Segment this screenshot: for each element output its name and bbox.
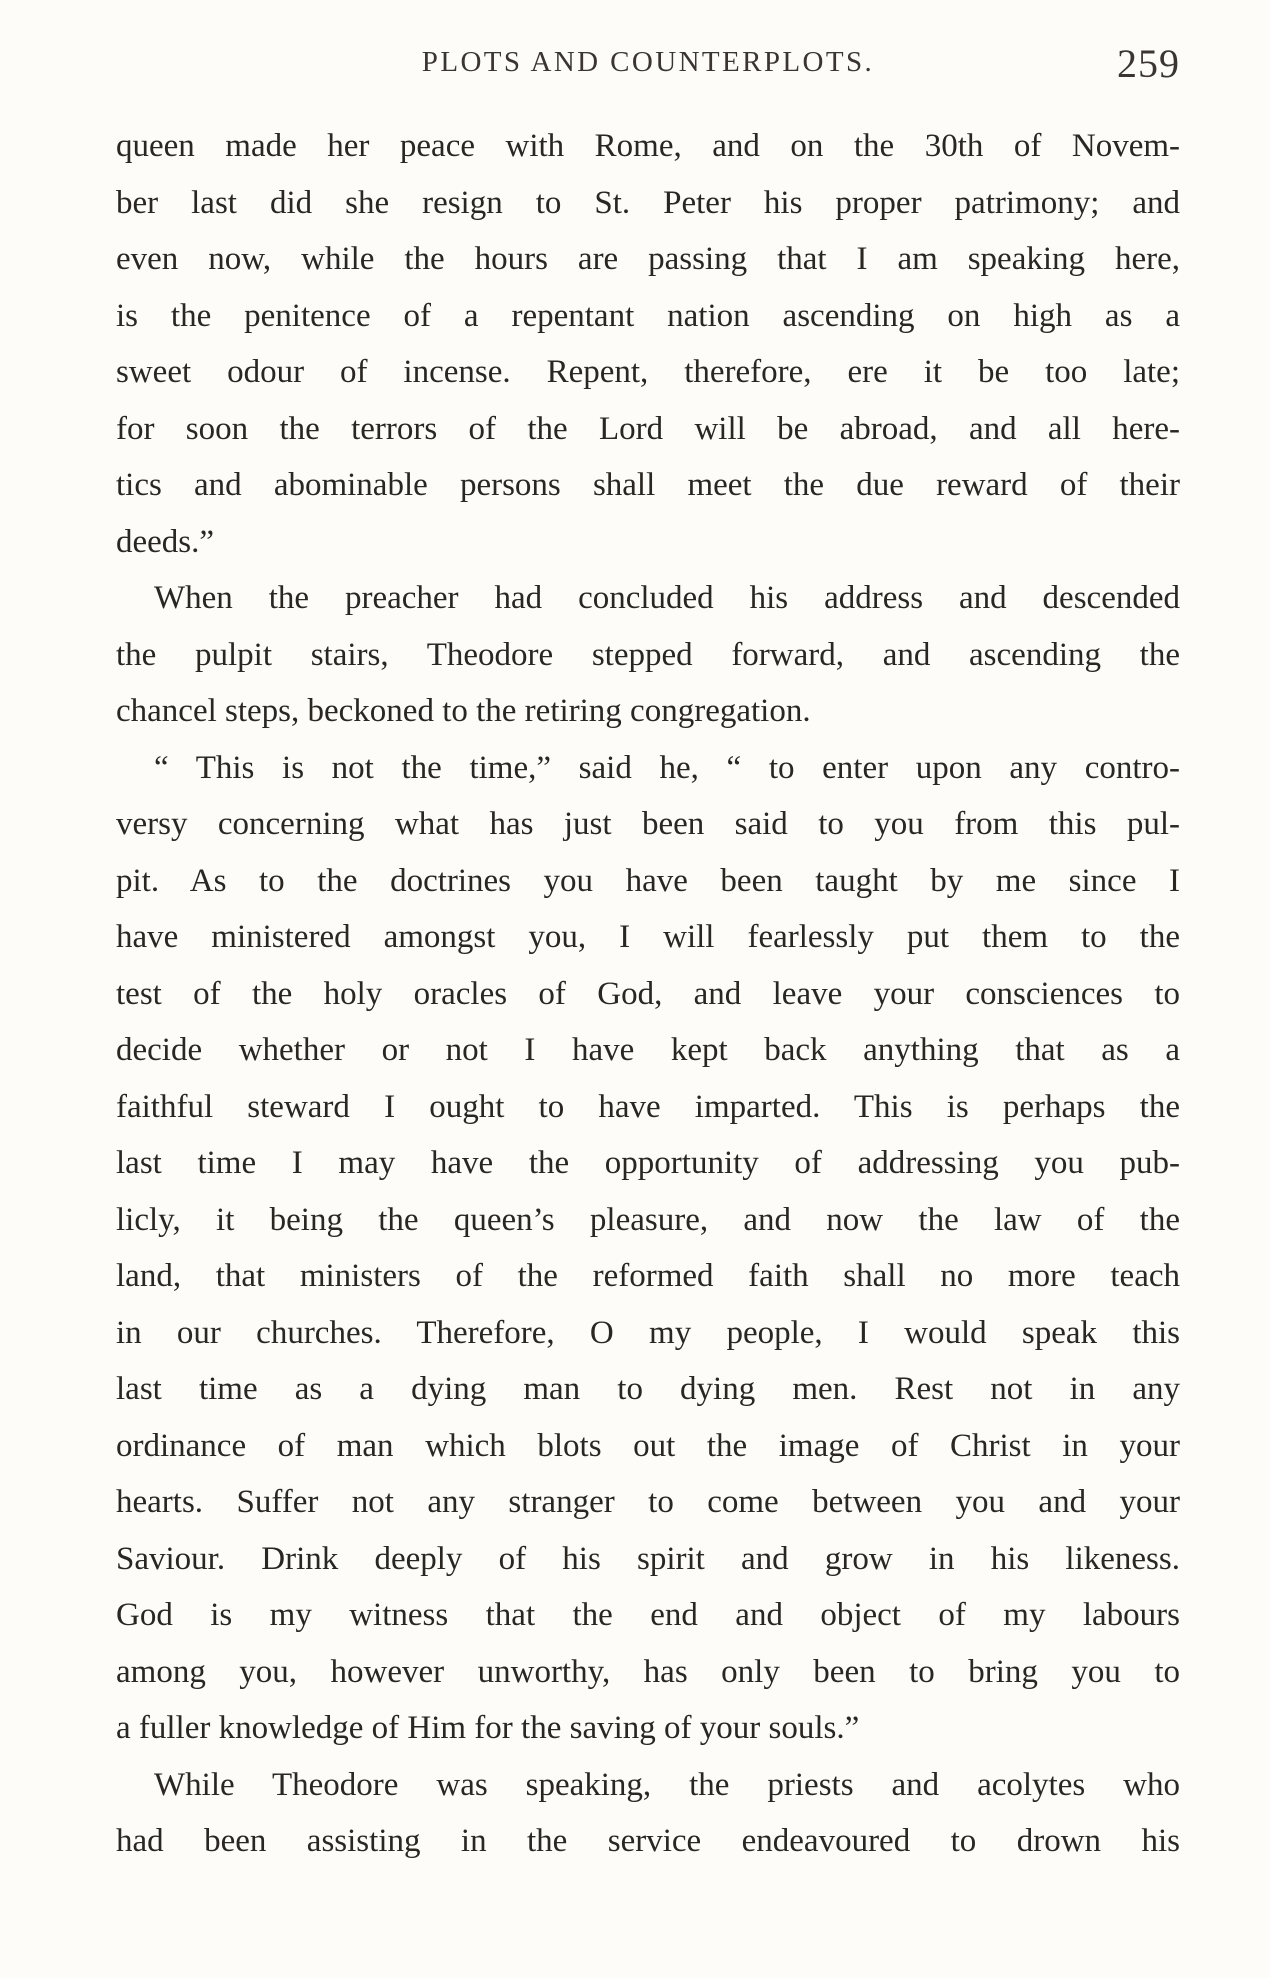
running-title: PLOTS AND COUNTERPLOTS. xyxy=(421,46,875,78)
text-line: the pulpit stairs, Theodore stepped forward, and ascending the xyxy=(116,636,1180,673)
text-line: among you, however unworthy, has only been to bring you to xyxy=(116,1653,1180,1690)
text-line: for soon the terrors of the Lord will be abroad, and all here- xyxy=(116,410,1180,447)
text-line: is the penitence of a repentant nation ascending on high as a xyxy=(116,297,1180,334)
text-line: versy concerning what has just been said to you from this pul- xyxy=(116,806,1180,842)
text-line: While Theodore was speaking, the priests and acolytes who xyxy=(154,1766,1180,1803)
text-line: had been assisting in the service endeavoured to drown his xyxy=(116,1823,1180,1859)
text-line: ber last did she resign to St. Peter his proper patrimony; and xyxy=(116,184,1180,221)
text-line: last time I may have the opportunity of addressing you pub- xyxy=(116,1145,1180,1181)
text-line: Saviour. Drink deeply of his spirit and grow in his likeness. xyxy=(116,1540,1180,1577)
text-line: hearts. Suffer not any stranger to come between you and your xyxy=(116,1484,1180,1520)
text-line: test of the holy oracles of God, and leave your consciences to xyxy=(116,975,1180,1012)
page-number: 259 xyxy=(1117,41,1180,86)
text-line: sweet odour of incense. Repent, therefore, ere it be too late; xyxy=(116,354,1180,390)
text-line: ordinance of man which blots out the image of Christ in your xyxy=(116,1427,1180,1464)
text-line: God is my witness that the end and object of my labours xyxy=(116,1597,1180,1633)
text-line: a fuller knowledge of Him for the saving of your souls.” xyxy=(116,1710,860,1746)
text-line: even now, while the hours are passing that I am speaking here, xyxy=(116,241,1180,277)
text-line: When the preacher had concluded his address and descended xyxy=(154,580,1180,616)
text-line: tics and abominable persons shall meet the due reward of their xyxy=(116,467,1180,503)
text-line: have ministered amongst you, I will fearlessly put them to the xyxy=(116,919,1180,955)
text-line: pit. As to the doctrines you have been taught by me since I xyxy=(116,862,1180,899)
page-header xyxy=(116,40,1180,90)
text-line: deeds.” xyxy=(116,523,215,560)
text-line: faithful steward I ought to have imparted. This is perhaps the xyxy=(116,1088,1180,1125)
text-line: last time as a dying man to dying men. Rest not in any xyxy=(116,1371,1180,1407)
text-line: in our churches. Therefore, O my people, I would speak this xyxy=(116,1314,1180,1351)
text-line: “ This is not the time,” said he, “ to enter upon any contro- xyxy=(154,749,1180,786)
body-text xyxy=(116,118,1180,1870)
text-line: decide whether or not I have kept back anything that as a xyxy=(116,1032,1180,1068)
text-line: queen made her peace with Rome, and on the 30th of Novem- xyxy=(116,128,1180,164)
text-line: licly, it being the queen’s pleasure, and now the law of the xyxy=(116,1201,1180,1238)
text-line: chancel steps, beckoned to the retiring congregation. xyxy=(116,693,811,729)
text-line: land, that ministers of the reformed faith shall no more teach xyxy=(116,1258,1180,1294)
